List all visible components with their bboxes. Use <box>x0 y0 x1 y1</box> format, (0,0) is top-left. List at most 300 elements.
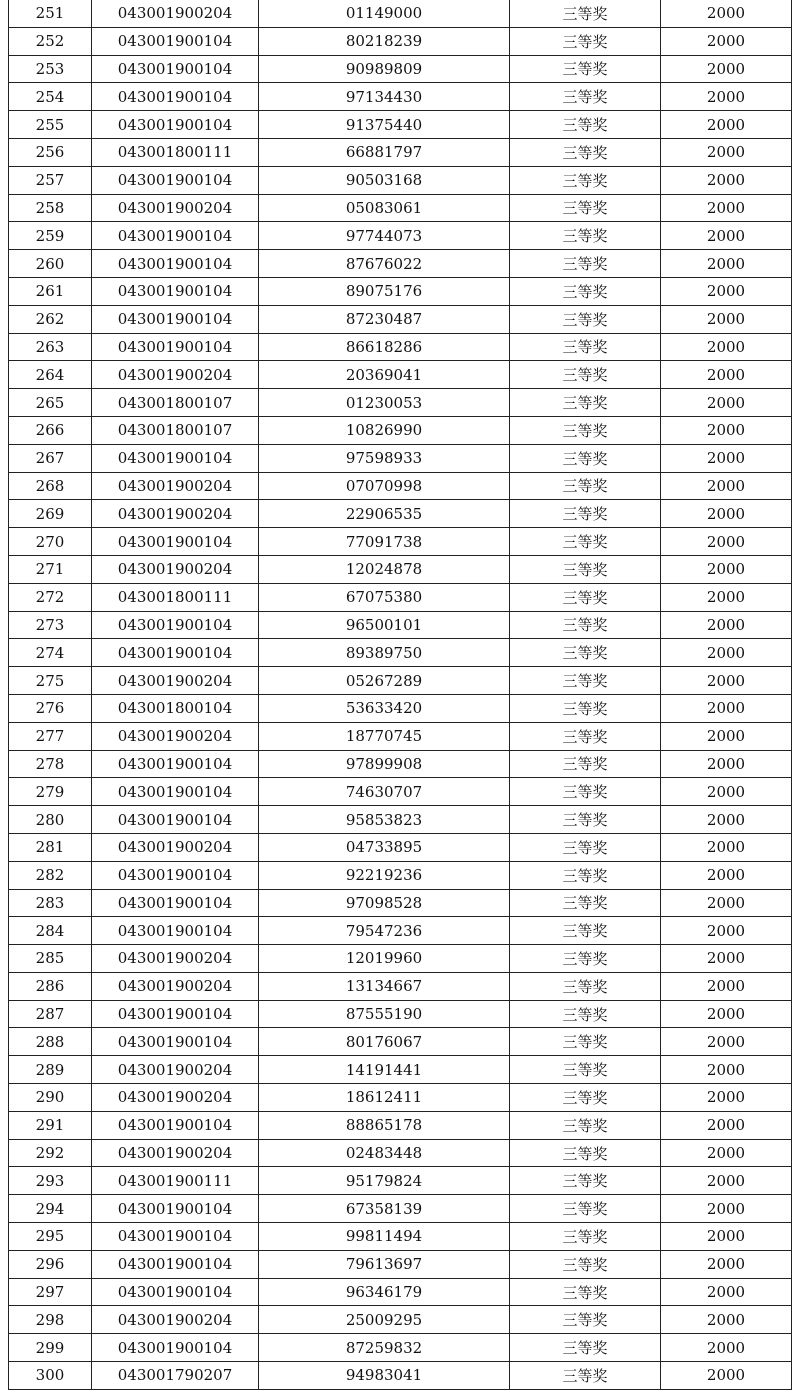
row-index-cell: 265 <box>9 389 92 417</box>
table-row <box>9 1028 792 1056</box>
award-cell: 三等奖 <box>510 55 661 83</box>
row-index-cell: 298 <box>9 1306 92 1334</box>
row-index-cell: 291 <box>9 1111 92 1139</box>
award-cell: 三等奖 <box>510 1084 661 1112</box>
award-cell: 三等奖 <box>510 444 661 472</box>
code-cell: 043001900204 <box>92 555 259 583</box>
code-cell: 043001900104 <box>92 778 259 806</box>
table-row <box>9 444 792 472</box>
number-cell: 01149000 <box>259 0 510 27</box>
code-cell: 043001900204 <box>92 945 259 973</box>
award-cell: 三等奖 <box>510 833 661 861</box>
award-cell: 三等奖 <box>510 166 661 194</box>
amount-cell: 2000 <box>661 972 792 1000</box>
number-cell: 12024878 <box>259 555 510 583</box>
row-index-cell: 275 <box>9 667 92 695</box>
code-cell: 043001900104 <box>92 305 259 333</box>
table-row <box>9 611 792 639</box>
amount-cell: 2000 <box>661 1250 792 1278</box>
amount-cell: 2000 <box>661 667 792 695</box>
award-cell: 三等奖 <box>510 1195 661 1223</box>
number-cell: 14191441 <box>259 1056 510 1084</box>
award-cell: 三等奖 <box>510 389 661 417</box>
award-cell: 三等奖 <box>510 472 661 500</box>
row-index-cell: 264 <box>9 361 92 389</box>
award-cell: 三等奖 <box>510 111 661 139</box>
award-table-body <box>9 0 792 1389</box>
table-row <box>9 778 792 806</box>
number-cell: 86618286 <box>259 333 510 361</box>
number-cell: 67358139 <box>259 1195 510 1223</box>
code-cell: 043001900104 <box>92 806 259 834</box>
number-cell: 97744073 <box>259 222 510 250</box>
table-row <box>9 945 792 973</box>
amount-cell: 2000 <box>661 500 792 528</box>
number-cell: 12019960 <box>259 945 510 973</box>
table-row <box>9 55 792 83</box>
code-cell: 043001900104 <box>92 528 259 556</box>
amount-cell: 2000 <box>661 166 792 194</box>
code-cell: 043001900204 <box>92 1306 259 1334</box>
row-index-cell: 270 <box>9 528 92 556</box>
number-cell: 18612411 <box>259 1084 510 1112</box>
table-row <box>9 361 792 389</box>
amount-cell: 2000 <box>661 83 792 111</box>
code-cell: 043001900104 <box>92 1000 259 1028</box>
award-cell: 三等奖 <box>510 722 661 750</box>
number-cell: 97899908 <box>259 750 510 778</box>
table-row <box>9 861 792 889</box>
code-cell: 043001900104 <box>92 111 259 139</box>
code-cell: 043001900104 <box>92 639 259 667</box>
amount-cell: 2000 <box>661 750 792 778</box>
award-cell: 三等奖 <box>510 222 661 250</box>
award-cell: 三等奖 <box>510 1278 661 1306</box>
code-cell: 043001900204 <box>92 722 259 750</box>
number-cell: 79613697 <box>259 1250 510 1278</box>
table-row <box>9 1056 792 1084</box>
row-index-cell: 278 <box>9 750 92 778</box>
table-row <box>9 639 792 667</box>
amount-cell: 2000 <box>661 1223 792 1251</box>
code-cell: 043001900104 <box>92 861 259 889</box>
award-cell: 三等奖 <box>510 1250 661 1278</box>
code-cell: 043001790207 <box>92 1362 259 1390</box>
table-row <box>9 750 792 778</box>
number-cell: 89075176 <box>259 277 510 305</box>
table-row <box>9 1195 792 1223</box>
award-cell: 三等奖 <box>510 555 661 583</box>
row-index-cell: 293 <box>9 1167 92 1195</box>
row-index-cell: 257 <box>9 166 92 194</box>
code-cell: 043001900204 <box>92 361 259 389</box>
amount-cell: 2000 <box>661 277 792 305</box>
number-cell: 95179824 <box>259 1167 510 1195</box>
number-cell: 25009295 <box>259 1306 510 1334</box>
table-row <box>9 333 792 361</box>
number-cell: 05083061 <box>259 194 510 222</box>
code-cell: 043001900204 <box>92 1139 259 1167</box>
number-cell: 74630707 <box>259 778 510 806</box>
table-row <box>9 500 792 528</box>
row-index-cell: 294 <box>9 1195 92 1223</box>
row-index-cell: 277 <box>9 722 92 750</box>
row-index-cell: 258 <box>9 194 92 222</box>
row-index-cell: 251 <box>9 0 92 27</box>
award-cell: 三等奖 <box>510 667 661 695</box>
amount-cell: 2000 <box>661 444 792 472</box>
number-cell: 04733895 <box>259 833 510 861</box>
amount-cell: 2000 <box>661 833 792 861</box>
row-index-cell: 297 <box>9 1278 92 1306</box>
row-index-cell: 269 <box>9 500 92 528</box>
award-cell: 三等奖 <box>510 583 661 611</box>
row-index-cell: 289 <box>9 1056 92 1084</box>
code-cell: 043001900204 <box>92 1084 259 1112</box>
table-row <box>9 1223 792 1251</box>
table-row <box>9 722 792 750</box>
number-cell: 67075380 <box>259 583 510 611</box>
amount-cell: 2000 <box>661 1028 792 1056</box>
row-index-cell: 286 <box>9 972 92 1000</box>
award-cell: 三等奖 <box>510 277 661 305</box>
row-index-cell: 267 <box>9 444 92 472</box>
code-cell: 043001900204 <box>92 194 259 222</box>
row-index-cell: 261 <box>9 277 92 305</box>
table-row <box>9 583 792 611</box>
table-row <box>9 1000 792 1028</box>
table-row <box>9 27 792 55</box>
table-row <box>9 0 792 27</box>
code-cell: 043001900104 <box>92 55 259 83</box>
amount-cell: 2000 <box>661 1167 792 1195</box>
code-cell: 043001900204 <box>92 972 259 1000</box>
award-cell: 三等奖 <box>510 27 661 55</box>
row-index-cell: 274 <box>9 639 92 667</box>
code-cell: 043001900104 <box>92 277 259 305</box>
row-index-cell: 282 <box>9 861 92 889</box>
code-cell: 043001900204 <box>92 667 259 695</box>
amount-cell: 2000 <box>661 55 792 83</box>
amount-cell: 2000 <box>661 889 792 917</box>
award-cell: 三等奖 <box>510 305 661 333</box>
award-cell: 三等奖 <box>510 416 661 444</box>
table-row <box>9 1250 792 1278</box>
row-index-cell: 285 <box>9 945 92 973</box>
number-cell: 96346179 <box>259 1278 510 1306</box>
row-index-cell: 296 <box>9 1250 92 1278</box>
amount-cell: 2000 <box>661 1084 792 1112</box>
code-cell: 043001900104 <box>92 917 259 945</box>
number-cell: 87230487 <box>259 305 510 333</box>
award-cell: 三等奖 <box>510 250 661 278</box>
row-index-cell: 281 <box>9 833 92 861</box>
row-index-cell: 259 <box>9 222 92 250</box>
number-cell: 90989809 <box>259 55 510 83</box>
number-cell: 53633420 <box>259 694 510 722</box>
row-index-cell: 263 <box>9 333 92 361</box>
code-cell: 043001900104 <box>92 250 259 278</box>
award-cell: 三等奖 <box>510 889 661 917</box>
amount-cell: 2000 <box>661 472 792 500</box>
number-cell: 22906535 <box>259 500 510 528</box>
table-row <box>9 1278 792 1306</box>
table-row <box>9 83 792 111</box>
amount-cell: 2000 <box>661 222 792 250</box>
code-cell: 043001900104 <box>92 1334 259 1362</box>
amount-cell: 2000 <box>661 611 792 639</box>
code-cell: 043001900204 <box>92 1056 259 1084</box>
amount-cell: 2000 <box>661 305 792 333</box>
table-row <box>9 166 792 194</box>
number-cell: 80176067 <box>259 1028 510 1056</box>
code-cell: 043001900104 <box>92 1111 259 1139</box>
award-cell: 三等奖 <box>510 1334 661 1362</box>
amount-cell: 2000 <box>661 1000 792 1028</box>
row-index-cell: 253 <box>9 55 92 83</box>
row-index-cell: 256 <box>9 138 92 166</box>
award-cell: 三等奖 <box>510 694 661 722</box>
table-row <box>9 889 792 917</box>
table-row <box>9 111 792 139</box>
code-cell: 043001900104 <box>92 1278 259 1306</box>
code-cell: 043001800111 <box>92 138 259 166</box>
number-cell: 13134667 <box>259 972 510 1000</box>
table-row <box>9 1334 792 1362</box>
number-cell: 18770745 <box>259 722 510 750</box>
amount-cell: 2000 <box>661 194 792 222</box>
amount-cell: 2000 <box>661 1278 792 1306</box>
amount-cell: 2000 <box>661 111 792 139</box>
number-cell: 97134430 <box>259 83 510 111</box>
number-cell: 66881797 <box>259 138 510 166</box>
row-index-cell: 262 <box>9 305 92 333</box>
award-cell: 三等奖 <box>510 500 661 528</box>
award-table <box>8 0 792 1390</box>
number-cell: 88865178 <box>259 1111 510 1139</box>
row-index-cell: 276 <box>9 694 92 722</box>
award-cell: 三等奖 <box>510 361 661 389</box>
award-cell: 三等奖 <box>510 1306 661 1334</box>
number-cell: 87555190 <box>259 1000 510 1028</box>
amount-cell: 2000 <box>661 861 792 889</box>
amount-cell: 2000 <box>661 416 792 444</box>
amount-cell: 2000 <box>661 722 792 750</box>
number-cell: 97098528 <box>259 889 510 917</box>
table-row <box>9 1306 792 1334</box>
table-row <box>9 1167 792 1195</box>
table-row <box>9 222 792 250</box>
code-cell: 043001900104 <box>92 1195 259 1223</box>
amount-cell: 2000 <box>661 250 792 278</box>
amount-cell: 2000 <box>661 583 792 611</box>
number-cell: 87259832 <box>259 1334 510 1362</box>
amount-cell: 2000 <box>661 389 792 417</box>
row-index-cell: 271 <box>9 555 92 583</box>
number-cell: 10826990 <box>259 416 510 444</box>
amount-cell: 2000 <box>661 555 792 583</box>
row-index-cell: 280 <box>9 806 92 834</box>
row-index-cell: 284 <box>9 917 92 945</box>
award-cell: 三等奖 <box>510 528 661 556</box>
table-row <box>9 389 792 417</box>
table-row <box>9 528 792 556</box>
table-row <box>9 667 792 695</box>
code-cell: 043001800107 <box>92 389 259 417</box>
award-cell: 三等奖 <box>510 861 661 889</box>
code-cell: 043001900104 <box>92 27 259 55</box>
amount-cell: 2000 <box>661 694 792 722</box>
amount-cell: 2000 <box>661 361 792 389</box>
row-index-cell: 299 <box>9 1334 92 1362</box>
amount-cell: 2000 <box>661 1111 792 1139</box>
amount-cell: 2000 <box>661 528 792 556</box>
table-row <box>9 277 792 305</box>
table-row <box>9 138 792 166</box>
code-cell: 043001900204 <box>92 472 259 500</box>
amount-cell: 2000 <box>661 1334 792 1362</box>
number-cell: 94983041 <box>259 1362 510 1390</box>
table-row <box>9 472 792 500</box>
row-index-cell: 254 <box>9 83 92 111</box>
row-index-cell: 287 <box>9 1000 92 1028</box>
award-cell: 三等奖 <box>510 1028 661 1056</box>
award-cell: 三等奖 <box>510 1000 661 1028</box>
code-cell: 043001900204 <box>92 0 259 27</box>
row-index-cell: 300 <box>9 1362 92 1390</box>
table-row <box>9 305 792 333</box>
row-index-cell: 290 <box>9 1084 92 1112</box>
number-cell: 20369041 <box>259 361 510 389</box>
code-cell: 043001900204 <box>92 833 259 861</box>
table-row <box>9 917 792 945</box>
amount-cell: 2000 <box>661 1195 792 1223</box>
amount-cell: 2000 <box>661 138 792 166</box>
number-cell: 01230053 <box>259 389 510 417</box>
table-row <box>9 1139 792 1167</box>
amount-cell: 2000 <box>661 806 792 834</box>
award-cell: 三等奖 <box>510 972 661 1000</box>
number-cell: 89389750 <box>259 639 510 667</box>
table-row <box>9 806 792 834</box>
code-cell: 043001900104 <box>92 1028 259 1056</box>
code-cell: 043001900111 <box>92 1167 259 1195</box>
table-row <box>9 972 792 1000</box>
code-cell: 043001900104 <box>92 444 259 472</box>
code-cell: 043001900204 <box>92 500 259 528</box>
number-cell: 92219236 <box>259 861 510 889</box>
number-cell: 77091738 <box>259 528 510 556</box>
table-row <box>9 1111 792 1139</box>
row-index-cell: 283 <box>9 889 92 917</box>
code-cell: 043001900104 <box>92 611 259 639</box>
award-cell: 三等奖 <box>510 1139 661 1167</box>
award-cell: 三等奖 <box>510 1167 661 1195</box>
number-cell: 90503168 <box>259 166 510 194</box>
code-cell: 043001900104 <box>92 222 259 250</box>
award-cell: 三等奖 <box>510 1362 661 1390</box>
award-cell: 三等奖 <box>510 917 661 945</box>
code-cell: 043001900104 <box>92 750 259 778</box>
row-index-cell: 272 <box>9 583 92 611</box>
amount-cell: 2000 <box>661 1056 792 1084</box>
table-row <box>9 833 792 861</box>
award-cell: 三等奖 <box>510 806 661 834</box>
number-cell: 97598933 <box>259 444 510 472</box>
code-cell: 043001900104 <box>92 1250 259 1278</box>
table-row <box>9 1362 792 1390</box>
award-cell: 三等奖 <box>510 750 661 778</box>
table-row <box>9 416 792 444</box>
number-cell: 80218239 <box>259 27 510 55</box>
code-cell: 043001900104 <box>92 333 259 361</box>
table-row <box>9 555 792 583</box>
award-cell: 三等奖 <box>510 778 661 806</box>
amount-cell: 2000 <box>661 639 792 667</box>
number-cell: 91375440 <box>259 111 510 139</box>
table-row <box>9 1084 792 1112</box>
table-row <box>9 694 792 722</box>
row-index-cell: 279 <box>9 778 92 806</box>
award-cell: 三等奖 <box>510 639 661 667</box>
amount-cell: 2000 <box>661 778 792 806</box>
code-cell: 043001900104 <box>92 166 259 194</box>
table-row <box>9 194 792 222</box>
number-cell: 02483448 <box>259 1139 510 1167</box>
number-cell: 07070998 <box>259 472 510 500</box>
row-index-cell: 255 <box>9 111 92 139</box>
award-cell: 三等奖 <box>510 1111 661 1139</box>
amount-cell: 2000 <box>661 945 792 973</box>
number-cell: 95853823 <box>259 806 510 834</box>
amount-cell: 2000 <box>661 917 792 945</box>
code-cell: 043001900104 <box>92 1223 259 1251</box>
code-cell: 043001900104 <box>92 889 259 917</box>
row-index-cell: 295 <box>9 1223 92 1251</box>
number-cell: 87676022 <box>259 250 510 278</box>
amount-cell: 2000 <box>661 27 792 55</box>
award-cell: 三等奖 <box>510 1223 661 1251</box>
amount-cell: 2000 <box>661 333 792 361</box>
award-cell: 三等奖 <box>510 138 661 166</box>
number-cell: 99811494 <box>259 1223 510 1251</box>
table-row <box>9 250 792 278</box>
code-cell: 043001800111 <box>92 583 259 611</box>
award-cell: 三等奖 <box>510 83 661 111</box>
row-index-cell: 266 <box>9 416 92 444</box>
row-index-cell: 273 <box>9 611 92 639</box>
award-cell: 三等奖 <box>510 945 661 973</box>
row-index-cell: 252 <box>9 27 92 55</box>
number-cell: 05267289 <box>259 667 510 695</box>
amount-cell: 2000 <box>661 1362 792 1390</box>
code-cell: 043001900104 <box>92 83 259 111</box>
amount-cell: 2000 <box>661 0 792 27</box>
row-index-cell: 292 <box>9 1139 92 1167</box>
award-cell: 三等奖 <box>510 1056 661 1084</box>
award-cell: 三等奖 <box>510 333 661 361</box>
number-cell: 79547236 <box>259 917 510 945</box>
award-cell: 三等奖 <box>510 194 661 222</box>
award-cell: 三等奖 <box>510 611 661 639</box>
row-index-cell: 260 <box>9 250 92 278</box>
number-cell: 96500101 <box>259 611 510 639</box>
row-index-cell: 288 <box>9 1028 92 1056</box>
amount-cell: 2000 <box>661 1139 792 1167</box>
award-cell: 三等奖 <box>510 0 661 27</box>
code-cell: 043001800104 <box>92 694 259 722</box>
row-index-cell: 268 <box>9 472 92 500</box>
